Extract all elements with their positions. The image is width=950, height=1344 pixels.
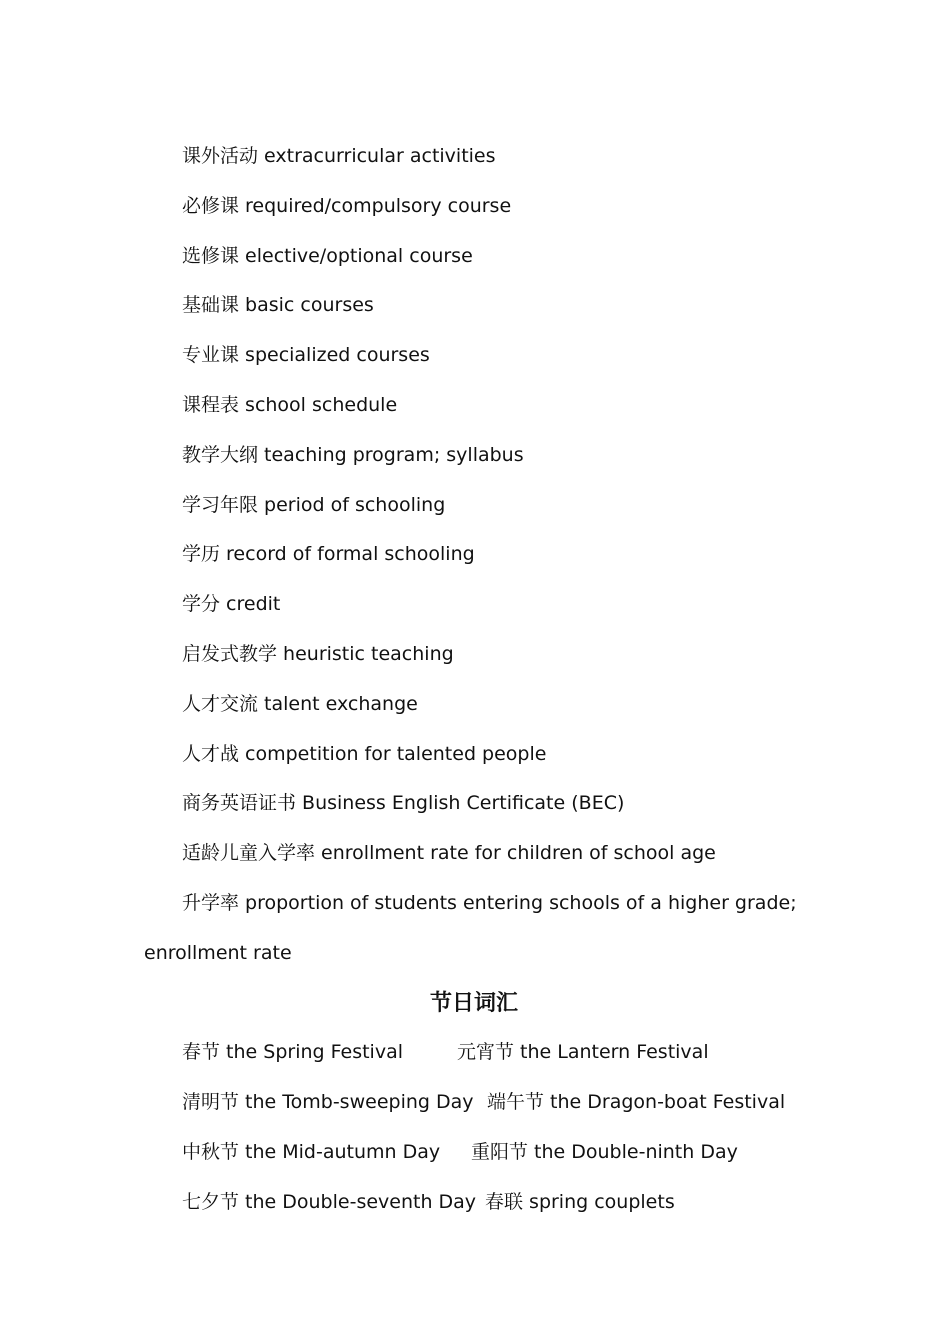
festival-term: 春联 spring couplets <box>485 1190 675 1213</box>
document-content <box>144 132 804 1228</box>
festival-term: 端午节 the Dragon-boat Festival <box>487 1091 786 1114</box>
festival-term: 重阳节 the Double-ninth Day <box>471 1140 738 1163</box>
vocab-item: 课程表 school schedule <box>182 393 398 416</box>
vocab-item: 必修课 required/compulsory course <box>182 194 512 217</box>
vocab-item: 人才交流 talent exchange <box>182 692 418 715</box>
festival-row <box>144 1028 804 1078</box>
vocab-item: 适龄儿童入学率 enrollment rate for children of school age <box>182 842 716 865</box>
vocab-item: 学习年限 period of schooling <box>182 493 446 516</box>
vocab-item: 基础课 basic courses <box>182 294 374 317</box>
festival-row <box>144 1178 804 1228</box>
festival-term: 春节 the Spring Festival <box>182 1041 403 1064</box>
vocab-item: 课外活动 extracurricular activities <box>182 145 496 167</box>
vocab-item: 学历 record of formal schooling <box>182 543 475 566</box>
vocab-item: 选修课 elective/optional course <box>182 244 473 267</box>
festival-row <box>144 1128 804 1178</box>
vocab-item: 专业课 specialized courses <box>182 344 430 367</box>
vocab-item-long-continuation: enrollment rate <box>144 941 292 964</box>
section-title: 节日词汇 <box>429 990 518 1016</box>
festival-term: 中秋节 the Mid-autumn Day <box>182 1140 441 1163</box>
festival-term: 七夕节 the Double-seventh Day <box>182 1190 477 1213</box>
festival-term: 清明节 the Tomb-sweeping Day <box>182 1091 474 1114</box>
festival-term: 元宵节 the Lantern Festival <box>457 1041 709 1064</box>
vocab-item: 启发式教学 heuristic teaching <box>182 642 454 665</box>
vocab-item: 人才战 competition for talented people <box>182 742 547 765</box>
vocab-item: 商务英语证书 Business English Certificate (BEC) <box>182 792 625 815</box>
vocab-item: 教学大纲 teaching program; syllabus <box>182 443 524 466</box>
vocab-item-long-first: 升学率 proportion of students entering schools of a higher grade; <box>182 891 797 914</box>
vocab-item: 学分 credit <box>182 593 281 616</box>
festival-row <box>144 1078 804 1128</box>
